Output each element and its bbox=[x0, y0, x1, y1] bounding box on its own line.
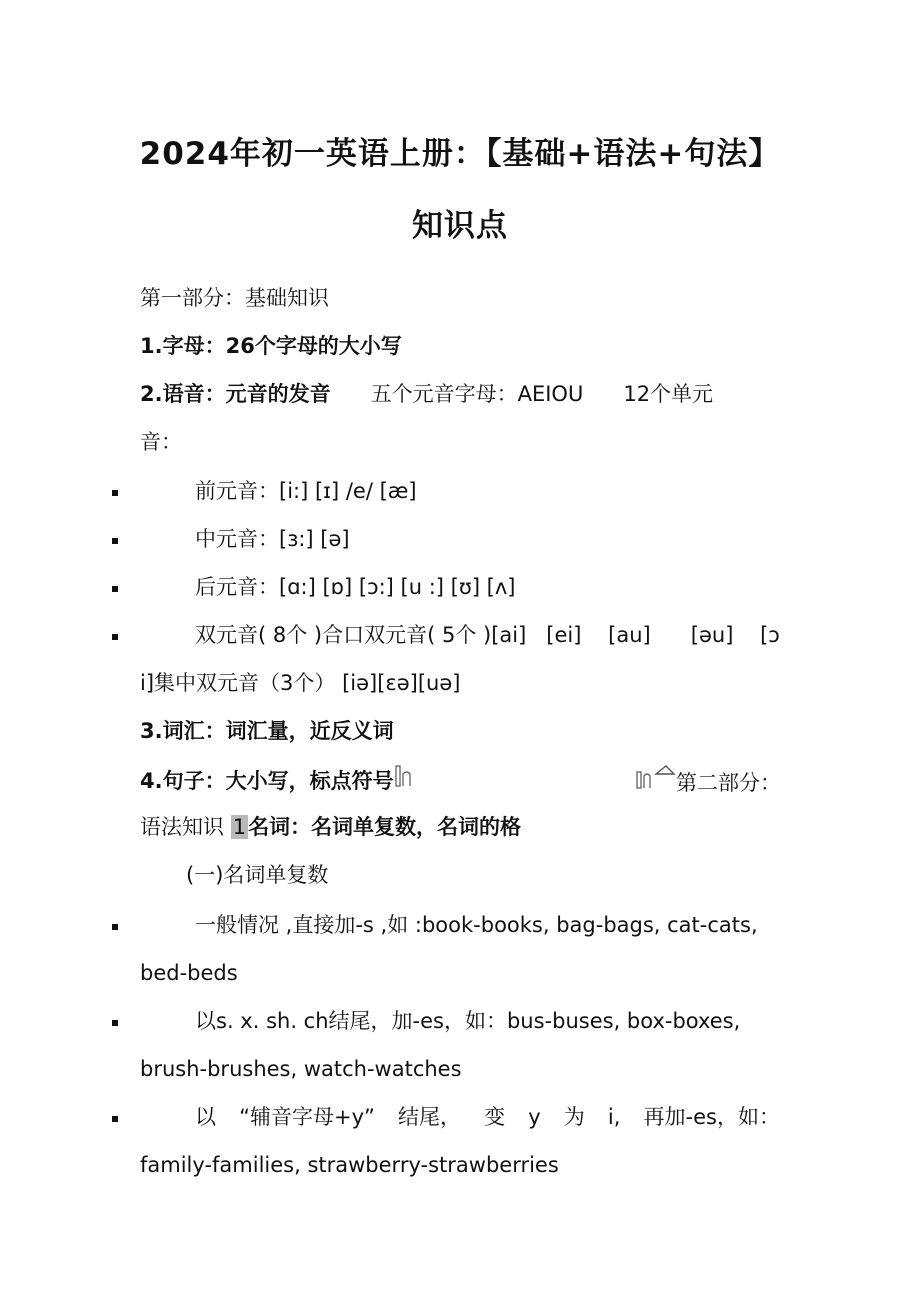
nouns-heading: 名词：名词单复数，名词的格 bbox=[248, 815, 522, 839]
rule2-line2: brush-brushes, watch-watches bbox=[140, 1057, 462, 1081]
rule3-word: “辅音字母+y” bbox=[239, 1105, 375, 1129]
rule3-word: 结尾， bbox=[398, 1105, 462, 1129]
rule3-word: 再加-es，如： bbox=[643, 1105, 780, 1129]
rule3-word: y bbox=[528, 1105, 541, 1129]
part1-heading: 第一部分：基础知识 bbox=[140, 286, 329, 310]
section-letters: 1.字母：26个字母的大小写 bbox=[140, 334, 402, 358]
rule3-word: i, bbox=[607, 1105, 621, 1129]
rule2-line1: 以s. x. sh. ch结尾，加-es，如：bus-buses, box-boxes, bbox=[195, 1009, 741, 1033]
bullet-icon bbox=[112, 1020, 118, 1026]
bullet-icon bbox=[112, 924, 118, 930]
section-phonetics bbox=[140, 379, 790, 409]
bullet-icon bbox=[112, 490, 118, 496]
front-vowels: 前元音：[i:] [ɪ] /e/ [æ] bbox=[195, 479, 417, 503]
part2-label: 第二部分： bbox=[676, 771, 781, 795]
vowel-letters-text: 五个元音字母：AEIOU bbox=[370, 382, 584, 406]
highlighted-number: 1 bbox=[232, 815, 247, 839]
broken-glyph-icon bbox=[636, 764, 676, 790]
grammar-label: 语法知识 bbox=[140, 815, 224, 839]
section-vocabulary: 3.词汇：词汇量，近反义词 bbox=[140, 719, 394, 743]
bullet-icon bbox=[112, 538, 118, 544]
grammar-heading bbox=[140, 812, 790, 842]
rule3-word: 为 bbox=[563, 1105, 585, 1129]
back-vowels: 后元音：[ɑ:] [ɒ] [ɔ:] [u :] [ʊ] [ʌ] bbox=[195, 575, 516, 599]
diphthongs-line2: i]集中双元音（3个） [iə][ɛə][uə] bbox=[140, 671, 461, 695]
rule3-line2: family-families, strawberry-strawberries bbox=[140, 1153, 559, 1177]
doc-title-line2: 知识点 bbox=[412, 208, 508, 244]
bullet-icon bbox=[112, 634, 118, 640]
single-vowel-count-text: 12个单元 bbox=[623, 382, 714, 406]
central-vowels: 中元音：[ɜ:] [ə] bbox=[195, 527, 350, 551]
rule3-line1 bbox=[195, 1102, 780, 1132]
rule1-line1: 一般情况 ,直接加-s ,如 :book-books, bag-bags, cat-cats, bbox=[195, 913, 758, 937]
broken-glyph-icon bbox=[394, 764, 412, 788]
single-vowel-continued: 音： bbox=[140, 430, 182, 454]
part2-heading bbox=[636, 764, 796, 798]
diphthongs-line1: 双元音( 8个 )合口双元音( 5个 )[ai] [ei] [au] [əu] [ɔ bbox=[195, 623, 780, 647]
doc-title-line1: 2024年初一英语上册：【基础+语法+句法】 bbox=[139, 136, 781, 172]
noun-plural-subheading: (一)名词单复数 bbox=[186, 863, 329, 887]
rule3-word: 变 bbox=[484, 1105, 506, 1129]
bullet-icon bbox=[112, 1116, 118, 1122]
rule1-line2: bed-beds bbox=[140, 961, 238, 985]
bullet-icon bbox=[112, 586, 118, 592]
section-phonetics-label: 2.语音：元音的发音 bbox=[140, 382, 331, 406]
rule3-word: 以 bbox=[195, 1105, 216, 1129]
section-sentences-label: 4.句子：大小写，标点符号 bbox=[140, 769, 394, 793]
